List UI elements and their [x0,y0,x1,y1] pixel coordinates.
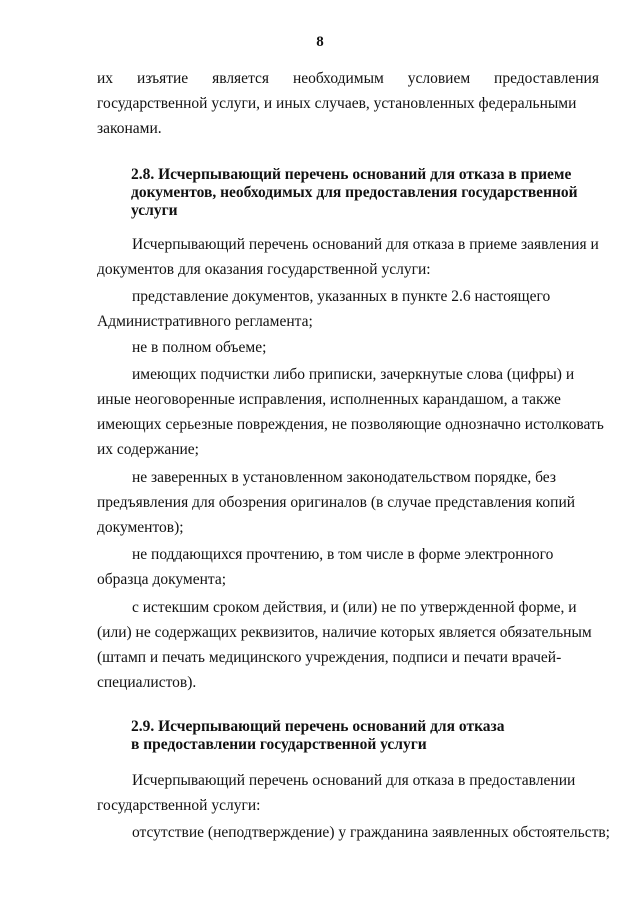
section-2-8-item-3 [97,362,604,462]
intro-line-1: их изъятие является необходимым условием предоставления [97,70,599,87]
paragraph-line: документов); [97,519,184,536]
section-2-8-heading: 2.8. Исчерпывающий перечень оснований для отказа в приеме документов, необходимых для предоставления государственной услуги [131,166,578,219]
paragraph-line: не в полном объеме; [132,339,267,356]
paragraph-line: отсутствие (неподтверждение) у гражданина заявленных обстоятельств; [132,824,610,841]
section-2-8-body [97,232,599,282]
paragraph-line: (или) не содержащих реквизитов, наличие которых является обязательным [97,624,592,641]
section-2-9-heading-line-1: 2.9. Исчерпывающий перечень оснований для отказа [131,718,505,735]
section-2-8-item-5 [97,542,599,592]
paragraph-line: имеющих серьезные повреждения, не позволяющие однозначно истолковать [97,416,604,433]
section-2-9-item-1 [97,820,610,845]
section-2-9-body [97,768,599,818]
paragraph-line: образца документа; [97,571,227,588]
paragraph-line: имеющих подчистки либо приписки, зачеркнутые слова (цифры) и [132,366,575,383]
paragraph-line: государственной услуги: [97,797,261,814]
section-2-8-item-1 [97,284,599,334]
paragraph-line: (штамп и печать медицинского учреждения, подписи и печати врачей- [97,649,562,666]
intro-paragraph [97,66,599,141]
intro-line-2: государственной услуги, и иных случаев, установленных федеральными [97,95,577,112]
paragraph-line: специалистов). [97,674,197,691]
paragraph-line: с истекшим сроком действия, и (или) не по утвержденной форме, и [132,599,577,616]
paragraph-line: документов для оказания государственной услуги: [97,261,431,278]
paragraph-line: не заверенных в установленном законодательством порядке, без [132,469,556,486]
paragraph-line: представление документов, указанных в пункте 2.6 настоящего [132,288,551,305]
paragraph-line: их содержание; [97,441,199,458]
paragraph-line: не поддающихся прочтению, в том числе в форме электронного [132,546,554,563]
paragraph-line: Административного регламента; [97,313,313,330]
section-2-9-heading: 2.9. Исчерпывающий перечень оснований для отказа в предоставлении государственной услуги [131,718,599,754]
page-number: 8 [316,34,324,50]
paragraph-line: иные неоговоренные исправления, исполненных карандашом, а также [97,391,561,408]
paragraph-line: Исчерпывающий перечень оснований для отказа в предоставлении [132,772,576,789]
section-2-8-item-6 [97,595,599,695]
intro-line-3: законами. [97,120,162,137]
paragraph-line: предъявления для обозрения оригиналов (в случае представления копий [97,494,576,511]
paragraph-line: Исчерпывающий перечень оснований для отказа в приеме заявления и [132,236,599,253]
section-2-8-item-4 [97,465,599,540]
section-2-8-item-2 [97,335,599,360]
